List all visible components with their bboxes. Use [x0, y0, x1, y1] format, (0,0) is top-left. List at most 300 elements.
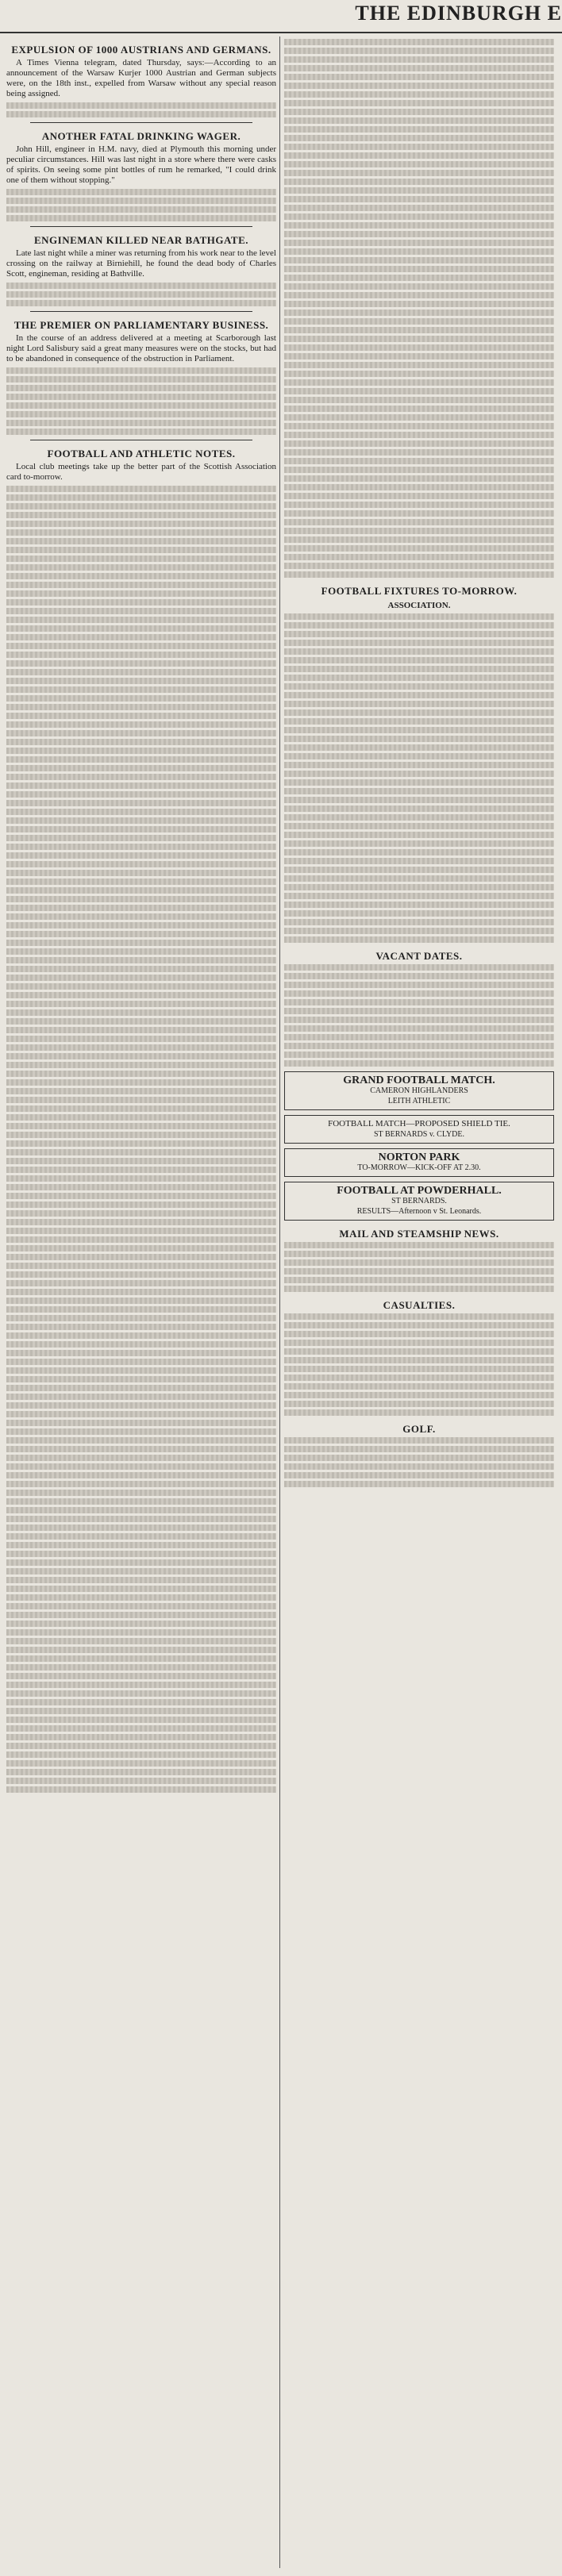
text-line — [284, 797, 554, 803]
text-line — [284, 1286, 554, 1292]
article-heading: EXPULSION OF 1000 AUSTRIANS AND GERMANS. — [11, 44, 271, 56]
text-line — [284, 397, 554, 403]
text-line — [6, 1664, 276, 1671]
text-line — [6, 521, 276, 527]
text-line — [6, 678, 276, 684]
match-line: LEITH ATHLETIC — [387, 1097, 451, 1105]
text-line — [6, 1132, 276, 1138]
text-line — [284, 1357, 554, 1363]
text-line — [6, 1647, 276, 1653]
text-line — [284, 388, 554, 394]
text-line — [284, 709, 554, 716]
text-line — [284, 875, 554, 882]
text-line — [6, 861, 276, 867]
text-line — [284, 248, 554, 255]
text-line — [6, 1586, 276, 1592]
text-line — [284, 701, 554, 707]
text-line — [6, 1524, 276, 1531]
text-line — [6, 1463, 276, 1470]
text-line — [284, 779, 554, 786]
text-line — [284, 928, 554, 934]
text-line — [284, 554, 554, 560]
text-line — [6, 686, 276, 693]
text-line — [284, 893, 554, 899]
text-line — [6, 1280, 276, 1286]
text-line — [284, 100, 554, 106]
text-line — [284, 475, 554, 482]
left-column — [6, 37, 276, 2568]
text-line — [6, 957, 276, 963]
text-line — [284, 999, 554, 1005]
text-line — [6, 1193, 276, 1199]
text-line — [284, 858, 554, 864]
text-line — [284, 648, 554, 655]
text-line — [284, 336, 554, 342]
text-line — [284, 406, 554, 412]
text-line — [6, 1437, 276, 1444]
text-line — [6, 1167, 276, 1173]
text-line — [284, 902, 554, 908]
text-line — [284, 849, 554, 855]
text-line — [284, 423, 554, 429]
text-line — [284, 327, 554, 333]
text-line — [6, 1568, 276, 1574]
text-line — [284, 1366, 554, 1372]
text-line — [6, 1655, 276, 1662]
text-line — [6, 1411, 276, 1417]
text-line — [284, 1052, 554, 1058]
text-line — [6, 1367, 276, 1374]
text-line — [6, 1394, 276, 1400]
text-line — [284, 1313, 554, 1320]
text-line — [6, 896, 276, 902]
text-line — [284, 613, 554, 620]
text-line — [6, 730, 276, 736]
text-line — [6, 1332, 276, 1339]
text-line — [6, 1263, 276, 1269]
text-line — [6, 1551, 276, 1557]
text-line — [6, 1690, 276, 1697]
text-line — [6, 765, 276, 771]
text-line — [284, 657, 554, 663]
text-line — [284, 1437, 554, 1444]
text-line — [284, 135, 554, 141]
text-line — [6, 1612, 276, 1618]
text-line — [284, 1409, 554, 1416]
text-line — [284, 982, 554, 988]
text-line — [284, 1251, 554, 1257]
text-line — [284, 344, 554, 351]
text-line — [284, 936, 554, 943]
text-line — [6, 1603, 276, 1609]
text-line — [6, 634, 276, 640]
golf-heading: GOLF. — [402, 1423, 436, 1435]
text-line — [6, 931, 276, 937]
mail-heading: MAIL AND STEAMSHIP NEWS. — [339, 1228, 499, 1240]
text-line — [6, 1498, 276, 1505]
article-text: Late last night while a miner was returning from his work near to the level crossing on the railway at Birniehill, he found the dead body of Charles Scott, engineman, residing at Bathville. — [6, 248, 276, 279]
text-line — [284, 1060, 554, 1067]
article-text: A Times Vienna telegram, dated Thursday, says:—According to an announcement of the Warsaw Kurjer 1000 Austrian and German subjects were, on the 18th inst., expelled from Warsaw without any special reason being assigned. — [6, 58, 276, 98]
text-line — [6, 1708, 276, 1714]
text-line — [6, 817, 276, 824]
text-line — [6, 1140, 276, 1147]
text-line — [6, 538, 276, 544]
text-line — [6, 1350, 276, 1356]
text-line — [6, 1533, 276, 1540]
text-line — [284, 161, 554, 167]
text-line — [284, 631, 554, 637]
text-line — [6, 1114, 276, 1121]
text-line — [284, 736, 554, 742]
text-line — [284, 640, 554, 646]
powderhall-line-2: RESULTS—Afternoon v St. Leonards. — [356, 1207, 482, 1216]
text-line — [6, 1516, 276, 1522]
text-line — [6, 643, 276, 649]
text-line — [284, 292, 554, 298]
text-line — [6, 983, 276, 990]
text-line — [284, 814, 554, 821]
text-line — [284, 910, 554, 917]
text-line — [284, 1242, 554, 1248]
text-line — [6, 1027, 276, 1033]
text-line — [284, 1472, 554, 1478]
text-line — [6, 1018, 276, 1025]
text-line — [284, 510, 554, 517]
text-line — [284, 187, 554, 194]
text-line — [284, 283, 554, 290]
text-line — [6, 913, 276, 920]
text-line — [284, 117, 554, 124]
text-line — [6, 1341, 276, 1348]
text-line — [6, 1001, 276, 1007]
text-line — [6, 844, 276, 850]
text-line — [6, 774, 276, 780]
text-line — [284, 718, 554, 725]
text-line — [284, 919, 554, 925]
masthead — [0, 0, 562, 33]
text-line — [6, 608, 276, 614]
text-line — [6, 1123, 276, 1129]
text-line — [284, 805, 554, 812]
text-line — [284, 467, 554, 473]
text-line — [6, 1385, 276, 1391]
text-line — [6, 1778, 276, 1784]
text-line — [284, 240, 554, 246]
text-line — [6, 1053, 276, 1059]
text-line — [284, 170, 554, 176]
norton-line-2: TO-MORROW—KICK-OFF AT 2.30. — [357, 1163, 481, 1172]
text-line — [6, 1306, 276, 1313]
text-line — [6, 590, 276, 597]
article-text: In the course of an address delivered at a meeting at Scarborough last night Lord Salisbury said a great many measures were on the stocks, but had to be abandoned in consequence of the obstruction in Parliament. — [6, 333, 276, 363]
text-line — [284, 1455, 554, 1461]
text-line — [284, 1331, 554, 1337]
text-line — [6, 599, 276, 606]
text-line — [6, 1786, 276, 1793]
text-line — [284, 1277, 554, 1283]
text-line — [284, 91, 554, 98]
text-line — [284, 666, 554, 672]
text-line — [284, 74, 554, 80]
text-line — [6, 1062, 276, 1068]
text-line — [6, 695, 276, 702]
text-line — [284, 1446, 554, 1452]
text-line — [6, 573, 276, 579]
text-line — [284, 301, 554, 307]
text-line — [6, 905, 276, 911]
text-line — [284, 39, 554, 45]
text-line — [284, 675, 554, 681]
text-line — [6, 826, 276, 832]
text-line — [284, 231, 554, 237]
text-line — [6, 756, 276, 763]
text-line — [6, 713, 276, 719]
text-line — [6, 1219, 276, 1225]
text-line — [284, 48, 554, 54]
text-line — [284, 1017, 554, 1023]
text-line — [6, 652, 276, 658]
text-line — [6, 1725, 276, 1732]
text-line — [6, 1228, 276, 1234]
text-line — [6, 1420, 276, 1426]
text-line — [6, 1673, 276, 1679]
text-line — [6, 1507, 276, 1513]
text-line — [6, 782, 276, 789]
text-line — [6, 1446, 276, 1452]
text-line — [6, 975, 276, 981]
text-line — [6, 1455, 276, 1461]
text-line — [284, 771, 554, 777]
text-line — [284, 213, 554, 220]
text-line — [6, 1682, 276, 1688]
text-line — [284, 179, 554, 185]
text-line — [6, 1490, 276, 1496]
text-line — [284, 362, 554, 368]
text-line — [284, 762, 554, 768]
shield-line-2: ST BERNARDS v. CLYDE. — [373, 1130, 464, 1139]
text-line — [6, 1088, 276, 1094]
text-line — [284, 1392, 554, 1398]
text-line — [284, 502, 554, 508]
text-line — [284, 1375, 554, 1381]
fixtures-subheading: ASSOCIATION. — [387, 601, 451, 610]
text-line — [6, 870, 276, 876]
text-line — [6, 1097, 276, 1103]
text-line — [6, 486, 276, 492]
text-line — [284, 353, 554, 359]
text-line — [284, 1268, 554, 1275]
text-line — [6, 1324, 276, 1330]
text-line — [284, 266, 554, 272]
text-line — [284, 1034, 554, 1040]
text-line — [6, 1271, 276, 1278]
text-line — [284, 318, 554, 325]
text-line — [284, 414, 554, 421]
text-line — [284, 484, 554, 490]
match-subheading: CAMERON HIGHLANDERS — [370, 1086, 468, 1095]
text-line — [6, 582, 276, 588]
text-line — [6, 1559, 276, 1566]
text-line — [6, 547, 276, 553]
norton-advert — [284, 1148, 554, 1177]
text-line — [6, 748, 276, 754]
text-line — [6, 1769, 276, 1775]
text-line — [284, 152, 554, 159]
text-line — [6, 1638, 276, 1644]
text-line — [284, 493, 554, 499]
text-line — [284, 83, 554, 89]
text-line — [284, 1008, 554, 1014]
text-line — [6, 1621, 276, 1627]
text-line — [6, 503, 276, 509]
article-text: John Hill, engineer in H.M. navy, died at Plymouth this morning under peculiar circumstances. Hill was last night in a store where there were casks of spirits. On seeing some pint bottles of rum he remarked, "I could drink one of them without stopping." — [6, 144, 276, 185]
text-line — [6, 1402, 276, 1409]
text-line — [284, 1025, 554, 1032]
text-line — [6, 1481, 276, 1487]
text-line — [284, 884, 554, 890]
text-line — [6, 1149, 276, 1155]
text-line — [284, 1340, 554, 1346]
text-line — [284, 109, 554, 115]
text-line — [6, 1376, 276, 1382]
text-line — [284, 545, 554, 552]
norton-line-1: NORTON PARK — [378, 1152, 460, 1163]
shield-advert — [284, 1115, 554, 1144]
text-line — [284, 205, 554, 211]
text-line — [6, 1158, 276, 1164]
text-line — [284, 440, 554, 447]
text-line — [284, 519, 554, 525]
text-line — [284, 371, 554, 377]
text-line — [6, 1359, 276, 1365]
right-column — [284, 37, 554, 2568]
masthead-title: THE EDINBURGH E — [355, 2, 562, 25]
vacant-heading: VACANT DATES. — [375, 950, 463, 962]
text-line — [284, 144, 554, 150]
text-line — [284, 310, 554, 316]
text-line — [6, 1629, 276, 1636]
text-line — [6, 625, 276, 632]
text-line — [6, 1036, 276, 1042]
text-line — [6, 835, 276, 841]
text-line — [284, 622, 554, 629]
text-line — [6, 1298, 276, 1304]
text-line — [284, 528, 554, 534]
text-line — [284, 257, 554, 263]
text-line — [6, 992, 276, 998]
text-line — [284, 1463, 554, 1470]
text-line — [284, 379, 554, 386]
text-line — [6, 1542, 276, 1548]
article-text: Local club meetings take up the better part of the Scottish Association card to-morrow. — [6, 462, 276, 482]
text-line — [6, 1245, 276, 1251]
text-line — [284, 563, 554, 569]
text-line — [6, 1751, 276, 1758]
text-line — [284, 126, 554, 133]
text-line — [284, 840, 554, 847]
text-line — [6, 1184, 276, 1190]
text-line — [6, 564, 276, 571]
text-line — [6, 809, 276, 815]
text-line — [284, 1401, 554, 1407]
text-line — [284, 65, 554, 71]
text-line — [284, 727, 554, 733]
casualties-heading: CASUALTIES. — [383, 1299, 456, 1311]
text-line — [6, 739, 276, 745]
text-line — [6, 1009, 276, 1016]
text-line — [6, 940, 276, 946]
text-line — [284, 571, 554, 578]
text-line — [284, 1259, 554, 1266]
powderhall-advert — [284, 1182, 554, 1221]
text-line — [284, 196, 554, 202]
text-line — [284, 1322, 554, 1328]
text-line — [6, 1254, 276, 1260]
article-heading: FOOTBALL AND ATHLETIC NOTES. — [47, 448, 236, 459]
text-line — [284, 964, 554, 971]
text-line — [6, 1699, 276, 1705]
text-line — [6, 1201, 276, 1208]
text-line — [6, 1594, 276, 1601]
text-line — [6, 556, 276, 562]
text-line — [6, 704, 276, 710]
text-line — [284, 744, 554, 751]
text-line — [6, 1175, 276, 1182]
text-line — [6, 800, 276, 806]
text-line — [6, 669, 276, 675]
text-line — [284, 973, 554, 979]
text-line — [6, 660, 276, 667]
text-line — [6, 1071, 276, 1077]
text-line — [284, 823, 554, 829]
article-heading: ENGINEMAN KILLED NEAR BATHGATE. — [34, 234, 248, 246]
match-advert — [284, 1071, 554, 1110]
article-heading: THE PREMIER ON PARLIAMENTARY BUSINESS. — [13, 319, 269, 331]
text-line — [6, 617, 276, 623]
text-line — [6, 721, 276, 728]
powderhall-heading: FOOTBALL AT POWDERHALL. — [337, 1185, 502, 1197]
text-line — [6, 922, 276, 929]
text-line — [6, 879, 276, 885]
text-line — [6, 1079, 276, 1086]
fixtures-heading: FOOTBALL FIXTURES TO-MORROW. — [321, 585, 518, 597]
text-line — [284, 753, 554, 759]
text-line — [284, 458, 554, 464]
text-line — [6, 1734, 276, 1740]
text-line — [284, 1043, 554, 1049]
text-line — [284, 832, 554, 838]
text-line — [284, 1383, 554, 1390]
powderhall-line-1: ST BERNARDS. — [391, 1197, 447, 1205]
text-line — [6, 494, 276, 501]
text-line — [284, 536, 554, 543]
text-line — [6, 1577, 276, 1583]
text-line — [284, 1348, 554, 1355]
text-line — [6, 887, 276, 894]
text-line — [6, 1105, 276, 1112]
article-heading: ANOTHER FATAL DRINKING WAGER. — [41, 130, 241, 142]
text-line — [6, 791, 276, 798]
text-line — [6, 1472, 276, 1478]
match-heading: GRAND FOOTBALL MATCH. — [343, 1075, 495, 1086]
text-line — [284, 275, 554, 281]
text-line — [6, 852, 276, 859]
text-line — [284, 683, 554, 690]
text-line — [284, 449, 554, 456]
text-line — [284, 432, 554, 438]
text-line — [6, 1428, 276, 1435]
